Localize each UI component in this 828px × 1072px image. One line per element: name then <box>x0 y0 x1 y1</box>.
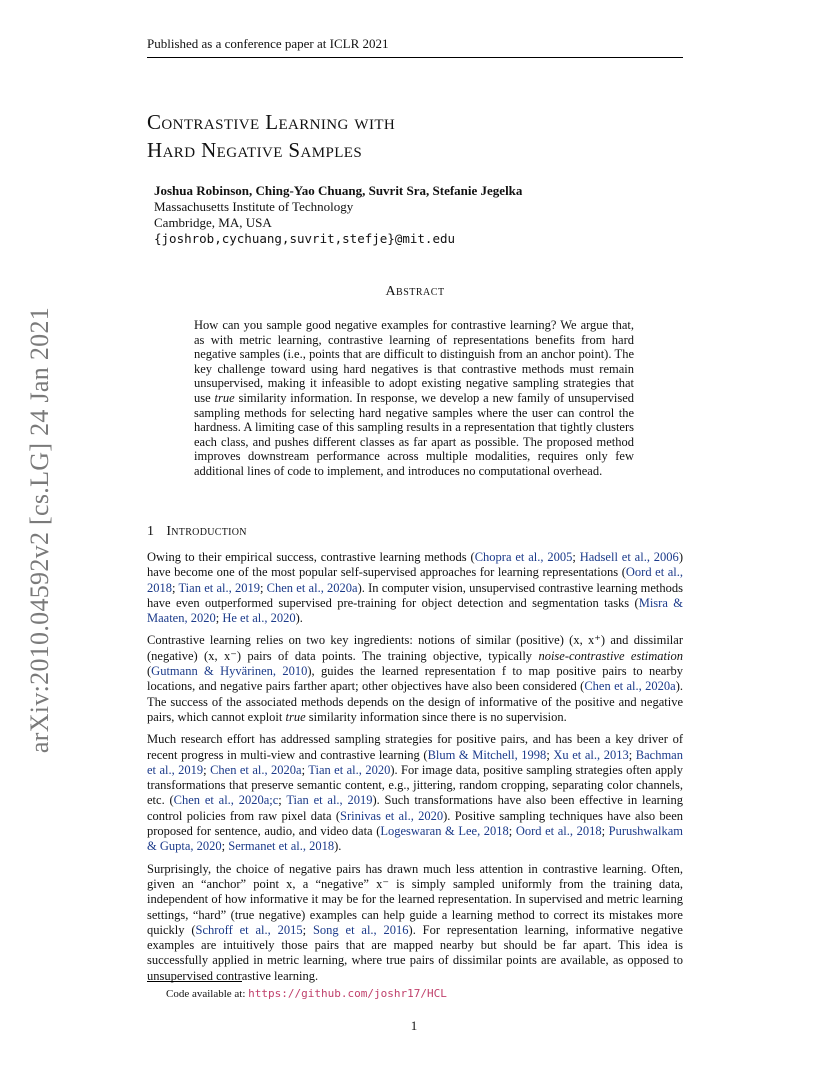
paragraph-3 <box>147 732 683 854</box>
section-title: Introduction <box>166 524 247 539</box>
citation-link[interactable]: Tian et al., 2019 <box>178 580 260 595</box>
citation-link[interactable]: Blum & Mitchell, 1998 <box>427 747 547 762</box>
citation-link[interactable]: Oord et al., 2018 <box>515 824 602 839</box>
text: ; <box>278 793 287 808</box>
text: ). <box>334 839 342 854</box>
text: ). For representation learning, informative negative examples are intuitively those pairs that are mapped nearby but should be far apart. This idea is successfully applied in metric learning, where true pairs of dissimilar points are available, as opposed to unsupervised contrastive learning. <box>147 922 683 983</box>
citation-link[interactable]: Srinivas et al., 2020 <box>340 808 444 823</box>
citation-link[interactable]: Purushwalkam & Gupta, 2020 <box>147 824 683 854</box>
footnote-label: Code available at: <box>166 988 249 1000</box>
text: Much research effort has addressed sampling strategies for positive pairs, and has been a key driver of recent progress in multi-view and contrastive learning ( <box>147 732 683 762</box>
citation-link[interactable]: Chen et al., 2020a;c <box>173 793 279 808</box>
citation-link[interactable]: Xu et al., 2013 <box>553 747 629 762</box>
text: Owing to their empirical success, contrastive learning methods ( <box>147 550 475 564</box>
paragraph-4 <box>147 862 683 984</box>
text: ). In computer vision, unsupervised contrastive learning methods have even outperformed supervised pre-training for object detection and segmentation tasks ( <box>147 580 683 610</box>
text: ; <box>259 580 267 595</box>
text: ) have become one of the most popular self-supervised approaches for learning representations ( <box>147 550 683 580</box>
abstract-part-1: How can you sample good negative examples for contrastive learning? We argue that, as with metric learning, contrastive learning of representations benefits from hard negative samples (i.e., points that are difficult to distinguish from an anchor point). The key challenge toward using hard negatives is that contrastive methods must remain unsupervised, making it infeasible to adopt existing negative sampling strategies that use <box>194 318 634 405</box>
text: ; <box>508 824 516 839</box>
citation-link[interactable]: Chen et al., 2020a <box>266 580 358 595</box>
citation-link[interactable]: Chen et al., 2020a <box>210 762 302 777</box>
author-names: Joshua Robinson, Ching-Yao Chuang, Suvrit Sra, Stefanie Jegelka <box>154 183 523 198</box>
citation-link[interactable]: He et al., 2020 <box>222 611 296 626</box>
paragraph-2 <box>147 633 683 725</box>
abstract-part-2: similarity information. In response, we develop a new family of unsupervised sampling methods for selecting hard negative samples where the user can control the hardness. A limiting case of this sampling results in a representation that tightly clusters each class, and pushes different classes as far apart as possible. The proposed method improves downstream performance across multiple modalities, requires only few additional lines of code to implement, and introduces no computational overhead. <box>194 390 634 478</box>
author-block <box>154 183 522 247</box>
citation-link[interactable]: Tian et al., 2020 <box>308 762 391 777</box>
text: ). For image data, positive sampling strategies often apply transformations that preserve semantic content, e.g., jittering, random cropping, separating color channels, etc. ( <box>147 762 683 808</box>
text: Contrastive learning relies on two key ingredients: notions of similar (positive) (x, x⁺) and dissimilar (negative) (x, x⁻) pairs of data points. The training objective, typically <box>147 633 683 663</box>
italic-term: noise-contrastive estimation <box>538 648 683 663</box>
text: ; <box>221 839 229 854</box>
section-heading <box>147 524 247 540</box>
text: ; <box>601 824 609 839</box>
paper-title <box>147 108 687 164</box>
title-line-2: Hard Negative Samples <box>147 138 363 162</box>
text: ), guides the learned representation f to map positive pairs to nearby locations, and negative pairs farther apart; other objectives have also been considered ( <box>147 664 683 694</box>
code-url-link[interactable]: https://github.com/joshr17/HCL <box>248 987 447 1000</box>
text: ( <box>147 664 152 679</box>
abstract-heading: Abstract <box>385 284 445 299</box>
citation-link[interactable]: Oord et al., 2018 <box>147 565 684 595</box>
text: similarity information since there is no supervision. <box>305 709 567 724</box>
author-location: Cambridge, MA, USA <box>154 215 272 230</box>
citation-link[interactable]: Chen et al., 2020a <box>584 679 676 694</box>
citation-link[interactable]: Tian et al., 2019 <box>286 793 373 808</box>
arxiv-sidebar <box>22 295 58 765</box>
paragraph-1 <box>147 550 683 626</box>
title-line-1: Contrastive Learning with <box>147 110 396 134</box>
citation-link[interactable]: Song et al., 2016 <box>312 922 409 937</box>
citation-link[interactable]: Hadsell et al., 2006 <box>579 550 679 564</box>
text: ). The success of the associated methods depends on the design of informative of the positive and negative pairs, which cannot exploit <box>147 679 683 724</box>
citation-link[interactable]: Sermanet et al., 2018 <box>228 839 335 854</box>
citation-link[interactable]: Gutmann & Hyvärinen, 2010 <box>151 664 308 679</box>
text: ). Positive sampling techniques have also been proposed for sentence, audio, and video data ( <box>147 808 684 839</box>
text: ; <box>203 762 211 777</box>
text: ; <box>302 922 313 937</box>
section-number: 1 <box>147 524 155 539</box>
author-affiliation: Massachusetts Institute of Technology <box>154 199 354 214</box>
text: ; <box>628 747 636 762</box>
text: ; <box>215 611 223 626</box>
text: ; <box>301 762 309 777</box>
citation-link[interactable]: Misra & Maaten, 2020 <box>147 595 683 626</box>
footnote <box>166 987 447 1000</box>
arxiv-identifier: arXiv:2010.04592v2 [cs.LG] 24 Jan 2021 <box>25 306 54 754</box>
italic-term: true <box>285 709 306 724</box>
citation-link[interactable]: Logeswaran & Lee, 2018 <box>380 824 509 839</box>
text: ; <box>172 580 179 595</box>
citation-link[interactable]: Chopra et al., 2005 <box>474 550 573 564</box>
text: ; <box>572 550 580 564</box>
text: ). <box>295 611 303 626</box>
text: ). Such transformations have also been effective in learning control policies from raw pixel data ( <box>147 793 684 823</box>
text: ; <box>546 747 554 762</box>
citation-link[interactable]: Schroff et al., 2015 <box>195 922 303 937</box>
citation-link[interactable]: Bachman et al., 2019 <box>147 747 683 777</box>
body-text <box>147 550 683 991</box>
text: Surprisingly, the choice of negative pairs has drawn much less attention in contrastive learning. Often, given an “anchor” point x, a “negative” x⁻ is simply sampled uniformly from the training data, independent of how informative it may be for the learned representation. In supervised and metric learning settings, “hard” (true negative) examples can help guide a learning method to correct its mistakes more quickly ( <box>147 861 683 937</box>
footnote-rule <box>147 981 242 982</box>
running-header: Published as a conference paper at ICLR 2021 <box>147 36 683 58</box>
author-email: {joshrob,cychuang,suvrit,stefje}@mit.edu <box>154 231 456 246</box>
abstract-italic: true <box>214 390 235 405</box>
abstract-text <box>194 318 634 479</box>
page-number: 1 <box>410 1018 418 1033</box>
